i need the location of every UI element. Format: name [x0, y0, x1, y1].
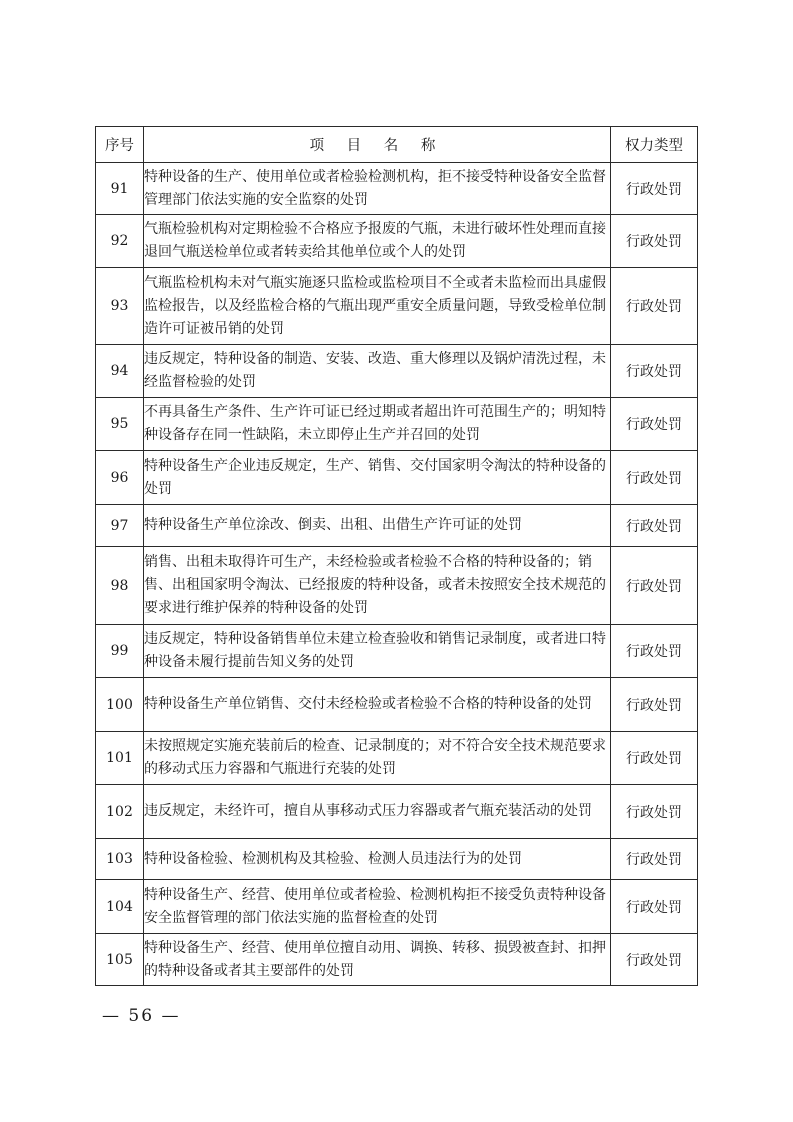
row-name: 未按照规定实施充装前后的检查、记录制度的；对不符合安全技术规范要求的移动式压力容器和气瓶进行充装的处罚 — [144, 732, 611, 785]
row-name: 特种设备生产单位销售、交付未经检验或者检验不合格的特种设备的处罚 — [144, 678, 611, 732]
table-row — [96, 163, 698, 215]
table-row — [96, 547, 698, 625]
row-index: 103 — [96, 839, 144, 880]
row-name: 特种设备检验、检测机构及其检验、检测人员违法行为的处罚 — [144, 839, 611, 880]
row-index: 98 — [96, 547, 144, 625]
row-index: 102 — [96, 785, 144, 839]
row-type: 行政处罚 — [611, 215, 698, 268]
row-type: 行政处罚 — [611, 625, 698, 678]
row-type: 行政处罚 — [611, 505, 698, 547]
row-type: 行政处罚 — [611, 547, 698, 625]
row-index: 104 — [96, 880, 144, 934]
row-name: 特种设备生产、经营、使用单位或者检验、检测机构拒不接受负责特种设备安全监督管理的部门依法实施的监督检查的处罚 — [144, 880, 611, 934]
table-row — [96, 934, 698, 986]
row-type: 行政处罚 — [611, 451, 698, 505]
row-type: 行政处罚 — [611, 732, 698, 785]
row-name: 违反规定，特种设备的制造、安装、改造、重大修理以及锅炉清洗过程，未经监督检验的处罚 — [144, 345, 611, 398]
row-name: 不再具备生产条件、生产许可证已经过期或者超出许可范围生产的；明知特种设备存在同一性缺陷，未立即停止生产并召回的处罚 — [144, 398, 611, 451]
row-type: 行政处罚 — [611, 268, 698, 345]
row-index: 100 — [96, 678, 144, 732]
row-type: 行政处罚 — [611, 163, 698, 215]
row-index: 101 — [96, 732, 144, 785]
row-index: 97 — [96, 505, 144, 547]
row-index: 94 — [96, 345, 144, 398]
table-row — [96, 880, 698, 934]
row-type: 行政处罚 — [611, 839, 698, 880]
row-name: 特种设备生产、经营、使用单位擅自动用、调换、转移、损毁被查封、扣押的特种设备或者其主要部件的处罚 — [144, 934, 611, 986]
row-index: 92 — [96, 215, 144, 268]
row-name: 违反规定，特种设备销售单位未建立检查验收和销售记录制度，或者进口特种设备未履行提前告知义务的处罚 — [144, 625, 611, 678]
row-name: 销售、出租未取得许可生产，未经检验或者检验不合格的特种设备的；销售、出租国家明令淘汰、已经报废的特种设备，或者未按照安全技术规范的要求进行维护保养的特种设备的处罚 — [144, 547, 611, 625]
row-type: 行政处罚 — [611, 678, 698, 732]
table-row — [96, 268, 698, 345]
row-index: 105 — [96, 934, 144, 986]
row-name: 特种设备生产单位涂改、倒卖、出租、出借生产许可证的处罚 — [144, 505, 611, 547]
row-name: 特种设备生产企业违反规定，生产、销售、交付国家明令淘汰的特种设备的处罚 — [144, 451, 611, 505]
table-row — [96, 505, 698, 547]
row-name: 气瓶检验机构对定期检验不合格应予报废的气瓶，未进行破坏性处理而直接退回气瓶送检单位或者转卖给其他单位或个人的处罚 — [144, 215, 611, 268]
row-type: 行政处罚 — [611, 934, 698, 986]
header-type: 权力类型 — [611, 127, 698, 163]
table-row — [96, 785, 698, 839]
table-row — [96, 345, 698, 398]
row-type: 行政处罚 — [611, 345, 698, 398]
table-row — [96, 398, 698, 451]
table-row — [96, 732, 698, 785]
table-row — [96, 451, 698, 505]
row-index: 95 — [96, 398, 144, 451]
row-name: 违反规定，未经许可，擅自从事移动式压力容器或者气瓶充装活动的处罚 — [144, 785, 611, 839]
row-index: 93 — [96, 268, 144, 345]
row-name: 气瓶监检机构未对气瓶实施逐只监检或监检项目不全或者未监检而出具虚假监检报告，以及经监检合格的气瓶出现严重安全质量问题，导致受检单位制造许可证被吊销的处罚 — [144, 268, 611, 345]
row-type: 行政处罚 — [611, 785, 698, 839]
table-row — [96, 839, 698, 880]
row-type: 行政处罚 — [611, 880, 698, 934]
page-number: — 56 — — [102, 1006, 181, 1026]
table-row — [96, 215, 698, 268]
row-name: 特种设备的生产、使用单位或者检验检测机构，拒不接受特种设备安全监督管理部门依法实施的安全监察的处罚 — [144, 163, 611, 215]
table-row — [96, 625, 698, 678]
header-name: 项 目 名 称 — [144, 127, 611, 163]
power-list-table — [95, 126, 698, 986]
row-index: 96 — [96, 451, 144, 505]
row-index: 91 — [96, 163, 144, 215]
header-index: 序号 — [96, 127, 144, 163]
row-type: 行政处罚 — [611, 398, 698, 451]
table-header-row — [96, 127, 698, 163]
row-index: 99 — [96, 625, 144, 678]
table-row — [96, 678, 698, 732]
